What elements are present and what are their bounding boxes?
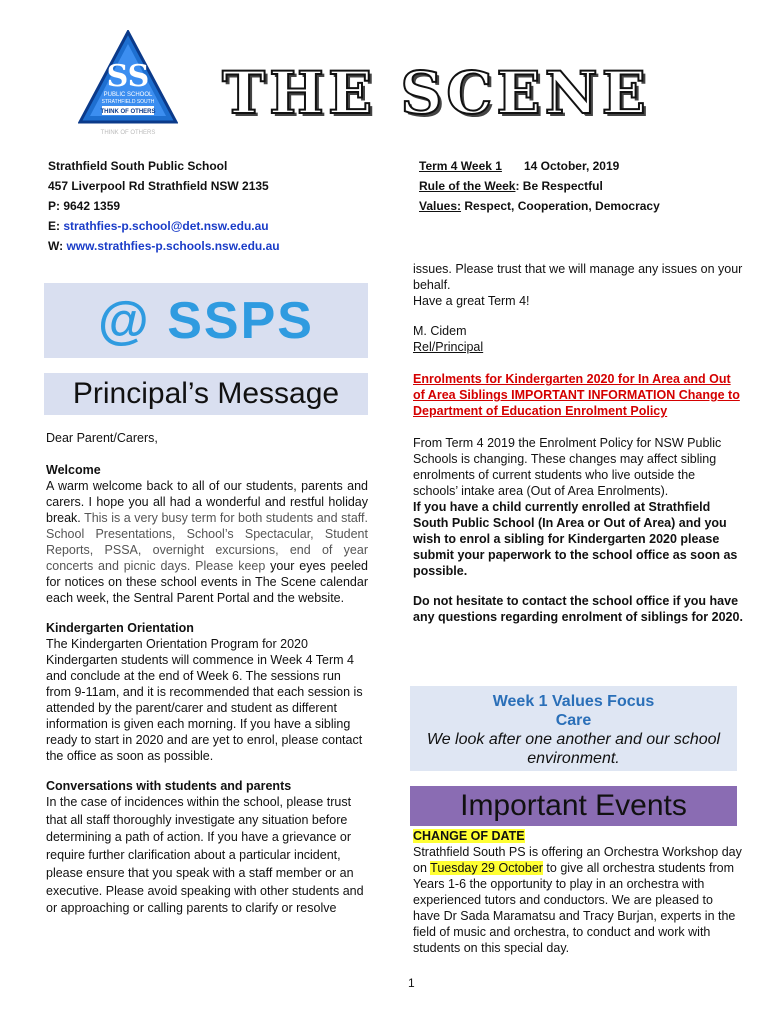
logo-sub-text: STRATHFIELD SOUTH	[101, 99, 155, 105]
values-focus-box	[410, 686, 737, 771]
school-address: 457 Liverpool Rd Strathfield NSW 2135	[48, 179, 269, 193]
principal-banner-text: Principal’s Message	[72, 377, 340, 410]
values-focus-text: We look after one another and our school environment.	[426, 731, 721, 767]
enrolment-contact: Do not hesitate to contact the school office if you have any questions regarding enrolment of siblings for 2020.	[413, 594, 743, 624]
page-number: 1	[408, 976, 415, 990]
school-phone: P: 9642 1359	[48, 199, 121, 213]
kinder-text: The Kindergarten Orientation Program for 2020 Kindergarten students will commence in Week 4 Term 4 and conclude at the end of Week 6. The sessions run from 9-11am, and it is recommended that each session is attended by the parent/carer and student as different information is given each morning. If you have a sibling ready to start in 2020 and are yet to enrol, please contact the office as soon as possible.	[46, 637, 363, 763]
values-focus-word: Care	[555, 712, 592, 729]
conversations-text: In the case of incidences within the school, please trust that all staff thoroughly investigate any situation before determining a path of action. If you have a grievance or require further clarification about a particular incident, please ensure that you speak with a staff member or an executive. Please avoid speaking with other students and or approaching or calling parents to clarify or resolve	[46, 795, 364, 916]
rule-value: : Be Respectful	[515, 179, 603, 193]
events-banner-text: Important Events	[460, 789, 687, 822]
issue-date: 14 October, 2019	[523, 159, 620, 173]
kinder-heading: Kindergarten Orientation	[46, 621, 194, 635]
values-focus-title: Week 1 Values Focus	[492, 693, 655, 710]
logo-motto-reflection: THINK OF OTHERS	[100, 130, 156, 136]
website-link[interactable]: www.strathfies-p.schools.nsw.edu.au	[66, 239, 280, 253]
masthead-title: THE SCENE	[222, 59, 650, 127]
term-block	[419, 156, 749, 216]
principal-banner	[44, 373, 368, 415]
signoff-title: Rel/Principal	[413, 340, 484, 354]
values-value: Respect, Cooperation, Democracy	[461, 199, 660, 213]
term-week: Term 4 Week 1	[419, 159, 502, 173]
enrolment-heading: Enrolments for Kindergarten 2020 for In Area and Out of Area Siblings IMPORTANT INFORMATION Change to Department of Education Enrolment Policy	[413, 372, 740, 418]
logo-school-text: PUBLIC SCHOOL	[103, 92, 153, 98]
school-name: Strathfield South Public School	[48, 159, 228, 173]
email-link[interactable]: strathfies-p.school@det.nsw.edu.au	[63, 219, 269, 233]
greeting: Dear Parent/Carers,	[46, 431, 158, 445]
conversations-heading: Conversations with students and parents	[46, 779, 292, 793]
values-label: Values:	[419, 199, 462, 213]
enrolment-instructions: If you have a child currently enrolled at Strathfield South Public School (In Area or Out of Area) and you wish to enrol a sibling for Kindergarten 2020 please submit your paperwork to the school office as soon as possible.	[413, 500, 738, 578]
contact-block	[48, 156, 408, 256]
welcome-heading: Welcome	[46, 463, 101, 477]
logo-motto: THINK OF OTHERS	[100, 109, 156, 115]
email-label: E:	[48, 219, 64, 233]
right-column	[413, 261, 743, 625]
principal-message	[46, 430, 368, 918]
rule-label: Rule of the Week	[419, 179, 516, 193]
logo-initials: SS	[106, 59, 150, 94]
school-logo	[78, 30, 178, 142]
signoff-name: M. Cidem	[413, 324, 467, 338]
great-term: Have a great Term 4!	[413, 294, 530, 308]
change-of-date-label: CHANGE OF DATE	[413, 829, 525, 843]
continued-text: issues. Please trust that we will manage any issues on your behalf.	[413, 262, 743, 292]
events-banner	[410, 786, 737, 826]
welcome-text: A warm welcome back to all of our students, parents and carers. I hope you all had a wonderful and restful holiday break. This is a very busy term for both students and staff. School Presentations, School’s Spectacular, Student Reports, PSSA, overnight excursions, end of year concerts and picnic days. Please keep your eyes peeled for notices on these school events in The Scene calendar each week, the Sentral Parent Portal and the website.	[46, 479, 368, 605]
events-content	[413, 828, 743, 956]
orchestra-date: Tuesday 29 October	[430, 861, 543, 875]
orchestra-text: Strathfield South PS is offering an Orchestra Workshop day on Tuesday 29 October to give all orchestra students from Years 1-6 the opportunity to play in an orchestra with experienced tutors and conductors. We are pleased to have Dr Sada Maramatsu and Tracy Burjan, experts in the field of music and orchestra, to conduct and work with students on this special day.	[413, 845, 742, 955]
ssps-banner-text: @ SSPS	[98, 291, 314, 350]
ssps-banner	[44, 283, 368, 358]
enrolment-text: From Term 4 2019 the Enrolment Policy for NSW Public Schools is changing. These changes may affect sibling enrolments of current students who live outside the schools’ intake area (Out of Area Enrolments).	[413, 436, 722, 498]
web-label: W:	[48, 239, 67, 253]
